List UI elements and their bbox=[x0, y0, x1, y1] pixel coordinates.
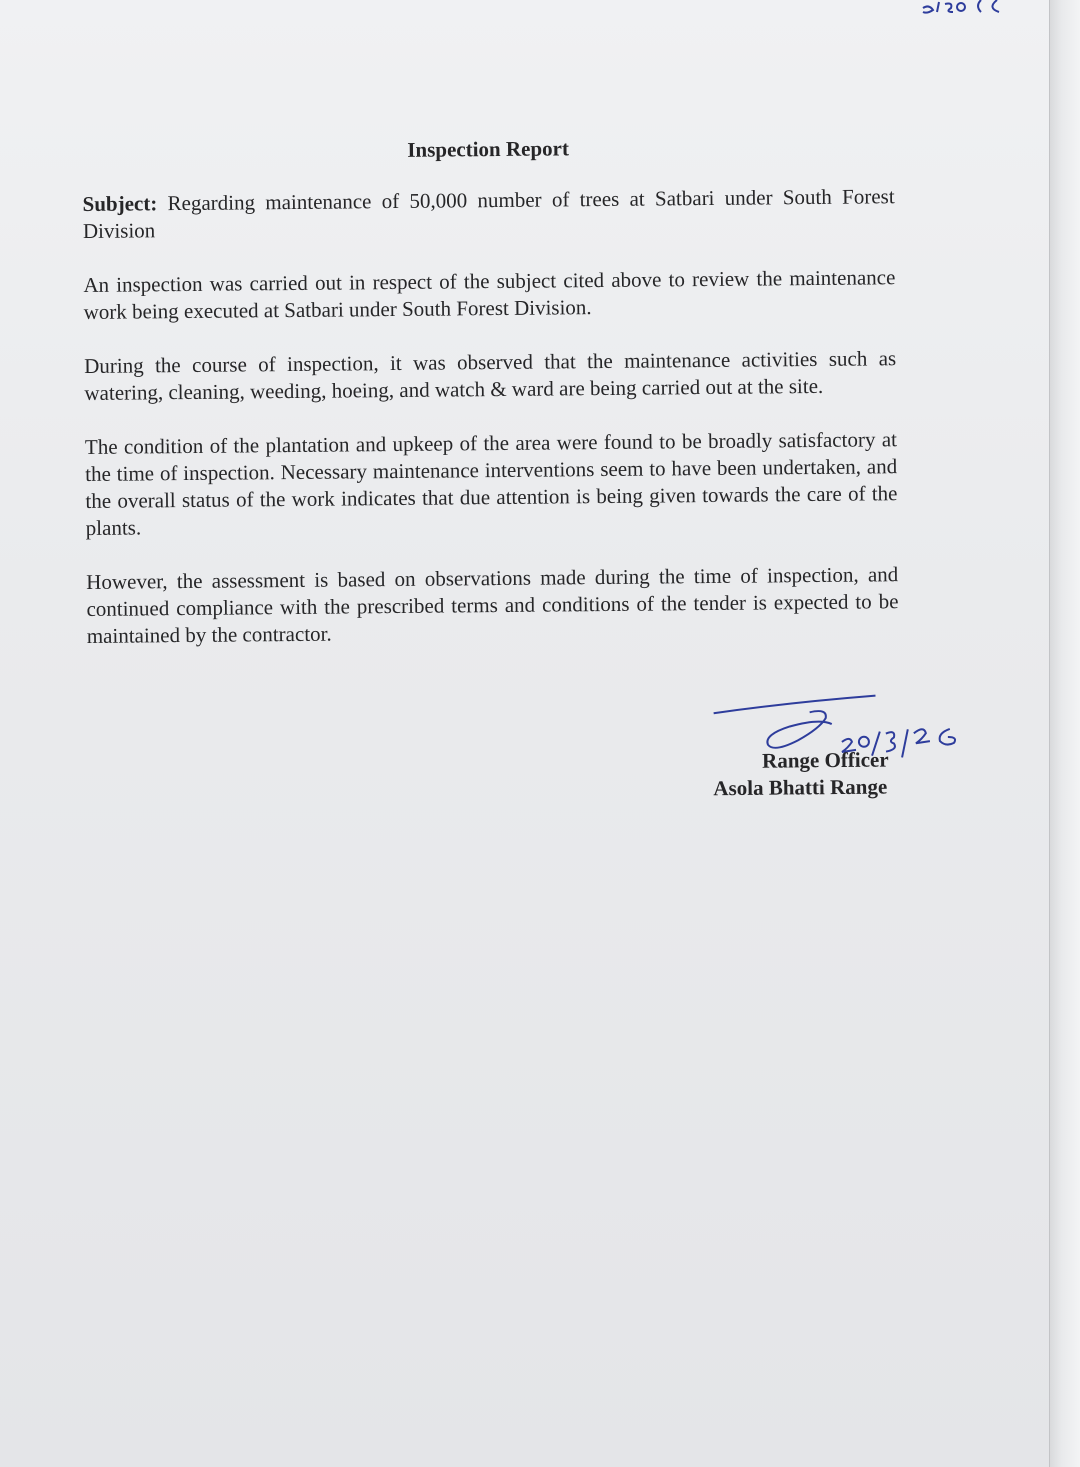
paragraph-inspection: An inspection was carried out in respect of the subject cited above to review the maintenance work being executed at Satbari under South Forest Division. bbox=[83, 265, 896, 324]
signatory-office: Asola Bhatti Range bbox=[713, 774, 888, 801]
signature-block bbox=[689, 689, 990, 812]
subject-text: Regarding maintenance of 50,000 number of trees at Satbari under South Forest Division bbox=[82, 184, 895, 243]
paragraph-observations: During the course of inspection, it was observed that the maintenance activities such as watering, cleaning, weeding, hoeing, and watch & ward are being carried out at the site. bbox=[84, 346, 897, 405]
sheet-edge-line bbox=[1049, 0, 1050, 1467]
subject-line bbox=[82, 183, 894, 245]
report-title: Inspection Report bbox=[407, 136, 570, 162]
paragraph-assessment: However, the assessment is based on observations made during the time of inspection, and continued compliance with the prescribed terms and conditions of the tender is expected to be maintained by the contractor. bbox=[86, 562, 899, 648]
paragraph-condition: The condition of the plantation and upkeep of the area were found to be broadly satisfactory at the time of inspection. Necessary maintenance interventions seem to have been undertaken, and the overall status of the work indicates that due attention is being given towards the care of the plants. bbox=[84, 427, 898, 540]
report-body bbox=[82, 132, 899, 677]
handwritten-corner-note bbox=[915, 0, 1015, 20]
table-edge bbox=[1050, 0, 1080, 1467]
subject-label: Subject: bbox=[82, 191, 158, 216]
signatory-designation: Range Officer bbox=[761, 747, 889, 773]
